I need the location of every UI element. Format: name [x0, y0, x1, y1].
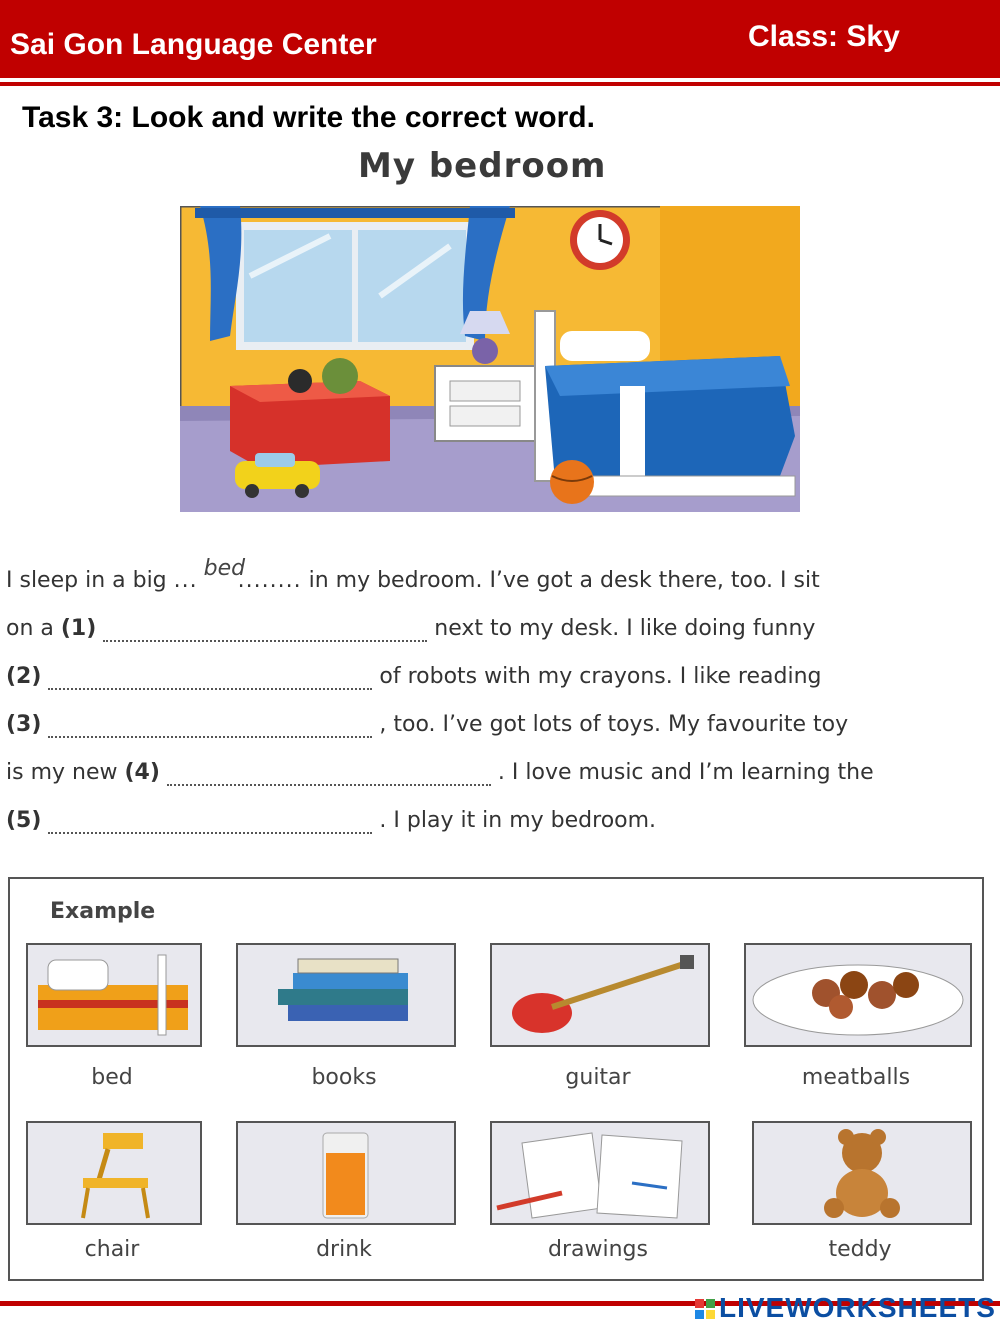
dots: ........ — [237, 568, 302, 593]
header-divider — [0, 82, 1000, 86]
word-drink: drink — [316, 1237, 372, 1262]
word-chair: chair — [84, 1237, 140, 1262]
picture-drink — [236, 1121, 456, 1225]
guitar-icon — [492, 945, 708, 1045]
passage-text: . I love music and I’m learning the — [490, 760, 874, 785]
teddy-icon — [754, 1123, 970, 1223]
drawings-icon — [492, 1123, 708, 1223]
meatballs-icon — [746, 945, 970, 1045]
picture-books — [236, 943, 456, 1047]
brand-text: LIVEWORKSHEETS — [719, 1292, 996, 1323]
passage-text: . I play it in my bedroom. — [372, 808, 657, 833]
passage-text: of robots with my crayons. I like reading — [372, 664, 822, 689]
passage-text: , too. I’ve got lots of toys. My favourite toy — [372, 712, 849, 737]
drink-icon — [238, 1123, 454, 1223]
task-instruction: Task 3: Look and write the correct word. — [22, 101, 595, 134]
blank-number-1: (1) — [60, 616, 97, 641]
answer-input-2[interactable] — [48, 664, 372, 690]
bed-icon — [28, 945, 200, 1045]
picture-meatballs — [744, 943, 972, 1047]
passage-line-4 — [6, 712, 848, 738]
passage-text: in my bedroom. I’ve got a desk there, too. I sit — [301, 568, 820, 593]
bedroom-illustration — [180, 206, 800, 512]
center-name: Sai Gon Language Center — [10, 28, 377, 61]
word-bed: bed — [91, 1065, 133, 1090]
picture-bed — [26, 943, 202, 1047]
picture-teddy — [752, 1121, 972, 1225]
blank-number-3: (3) — [6, 712, 42, 737]
liveworksheets-logo — [695, 1292, 996, 1324]
passage-line-3 — [6, 664, 822, 690]
picture-drawings — [490, 1121, 710, 1225]
passage-line-5 — [6, 760, 874, 786]
passage-text: I sleep in a big — [6, 568, 174, 593]
example-answer — [173, 556, 302, 593]
dots: ... — [173, 568, 198, 593]
picture-chair — [26, 1121, 202, 1225]
logo-icon — [695, 1294, 715, 1314]
passage-line-1 — [6, 556, 820, 593]
word-teddy: teddy — [828, 1237, 892, 1262]
chair-icon — [28, 1123, 200, 1223]
word-drawings: drawings — [548, 1237, 648, 1262]
word-guitar: guitar — [565, 1065, 631, 1090]
answer-input-3[interactable] — [48, 712, 372, 738]
class-label: Class: Sky — [748, 20, 900, 53]
example-answer-word: bed — [203, 556, 246, 581]
word-meatballs: meatballs — [801, 1065, 911, 1090]
word-books: books — [311, 1065, 377, 1090]
passage-line-6 — [6, 808, 656, 834]
example-heading: Example — [50, 899, 156, 924]
blank-number-5: (5) — [6, 808, 42, 833]
passage-line-2 — [6, 616, 815, 642]
answer-input-4[interactable] — [167, 760, 491, 786]
answer-input-5[interactable] — [48, 808, 372, 834]
passage-text: next to my desk. I like doing funny — [427, 616, 816, 641]
word-box — [8, 877, 984, 1281]
picture-guitar — [490, 943, 710, 1047]
page-title: My bedroom — [358, 146, 607, 186]
answer-input-1[interactable] — [103, 616, 427, 642]
books-icon — [238, 945, 454, 1045]
blank-number-4: (4) — [124, 760, 160, 785]
passage-text: on a — [6, 616, 61, 641]
blank-number-2: (2) — [6, 664, 42, 689]
passage-text: is my new — [6, 760, 125, 785]
